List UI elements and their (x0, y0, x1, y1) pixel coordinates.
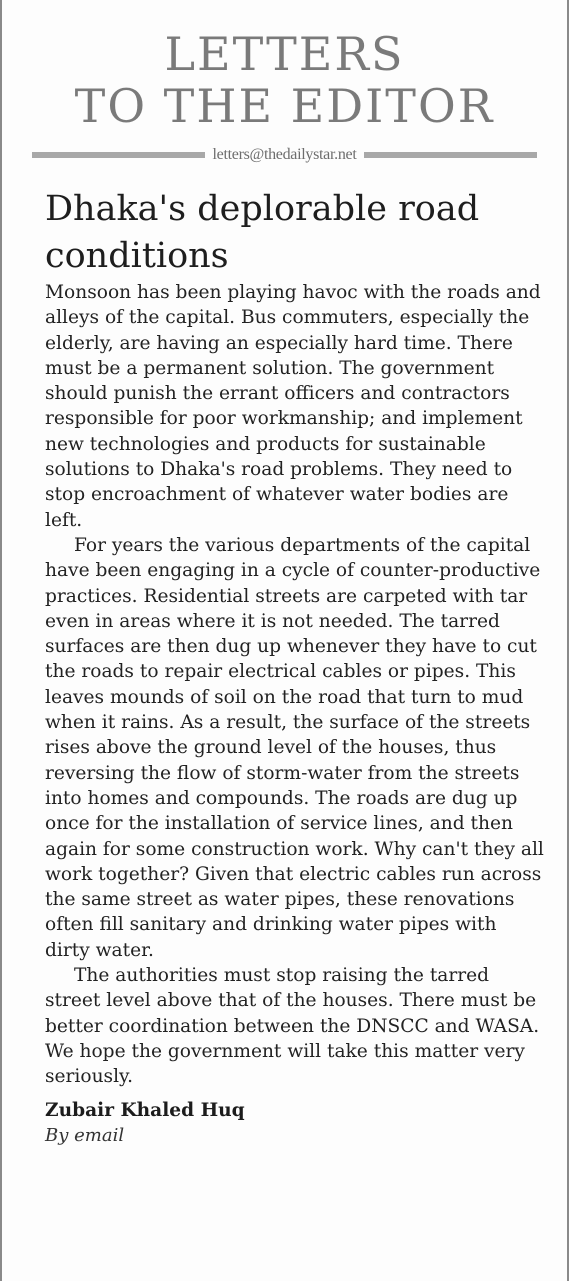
masthead-line-2: TO THE EDITOR (74, 79, 495, 133)
masthead-line-1: LETTERS (164, 27, 405, 81)
section-masthead (2, 0, 567, 132)
letter-headline (45, 186, 567, 280)
signature (45, 1098, 567, 1149)
headline-line-1: Dhaka's deplorable road (45, 189, 480, 229)
headline-line-2: conditions (45, 236, 229, 276)
right-divider (364, 152, 537, 158)
letter-body (45, 280, 545, 1090)
email-row (2, 146, 567, 164)
editor-email-link[interactable]: letters@thedailystar.net (212, 146, 357, 163)
submission-method: By email (45, 1124, 125, 1146)
paragraph-1: Monsoon has been playing havoc with the roads and alleys of the capital. Bus commuters, especially the elderly, are having an especially hard time. There must be a permanent solution. The government should punish the errant officers and contractors responsible for poor workmanship; and implement new technologies and products for sustainable solutions to Dhaka's road problems. They need to stop encroachment of whatever water bodies are left. (45, 282, 541, 531)
left-divider (32, 152, 205, 158)
paragraph-3: The authorities must stop raising the tarred street level above that of the houses. There must be better coordination between the DNSCC and WASA. We hope the government will take this matter very seriously. (45, 965, 540, 1088)
paragraph-2: For years the various departments of the capital have been engaging in a cycle of counter-productive practices. Residential streets are carpeted with tar even in areas where it is not needed. The tarred surfaces are then dug up whenever they have to cut the roads to repair electrical cables or pipes. This leaves mounds of soil on the road that turn to mud when it rains. As a result, the surface of the streets rises above the ground level of the houses, thus reversing the flow of storm-water from the streets into homes and compounds. The roads are dug up once for the installation of service lines, and then again for some construction work. Why can't they all work together? Given that electric cables run across the same street as water pipes, these renovations often fill sanitary and drinking water pipes with dirty water. (45, 534, 544, 961)
author-name: Zubair Khaled Huq (45, 1099, 245, 1121)
